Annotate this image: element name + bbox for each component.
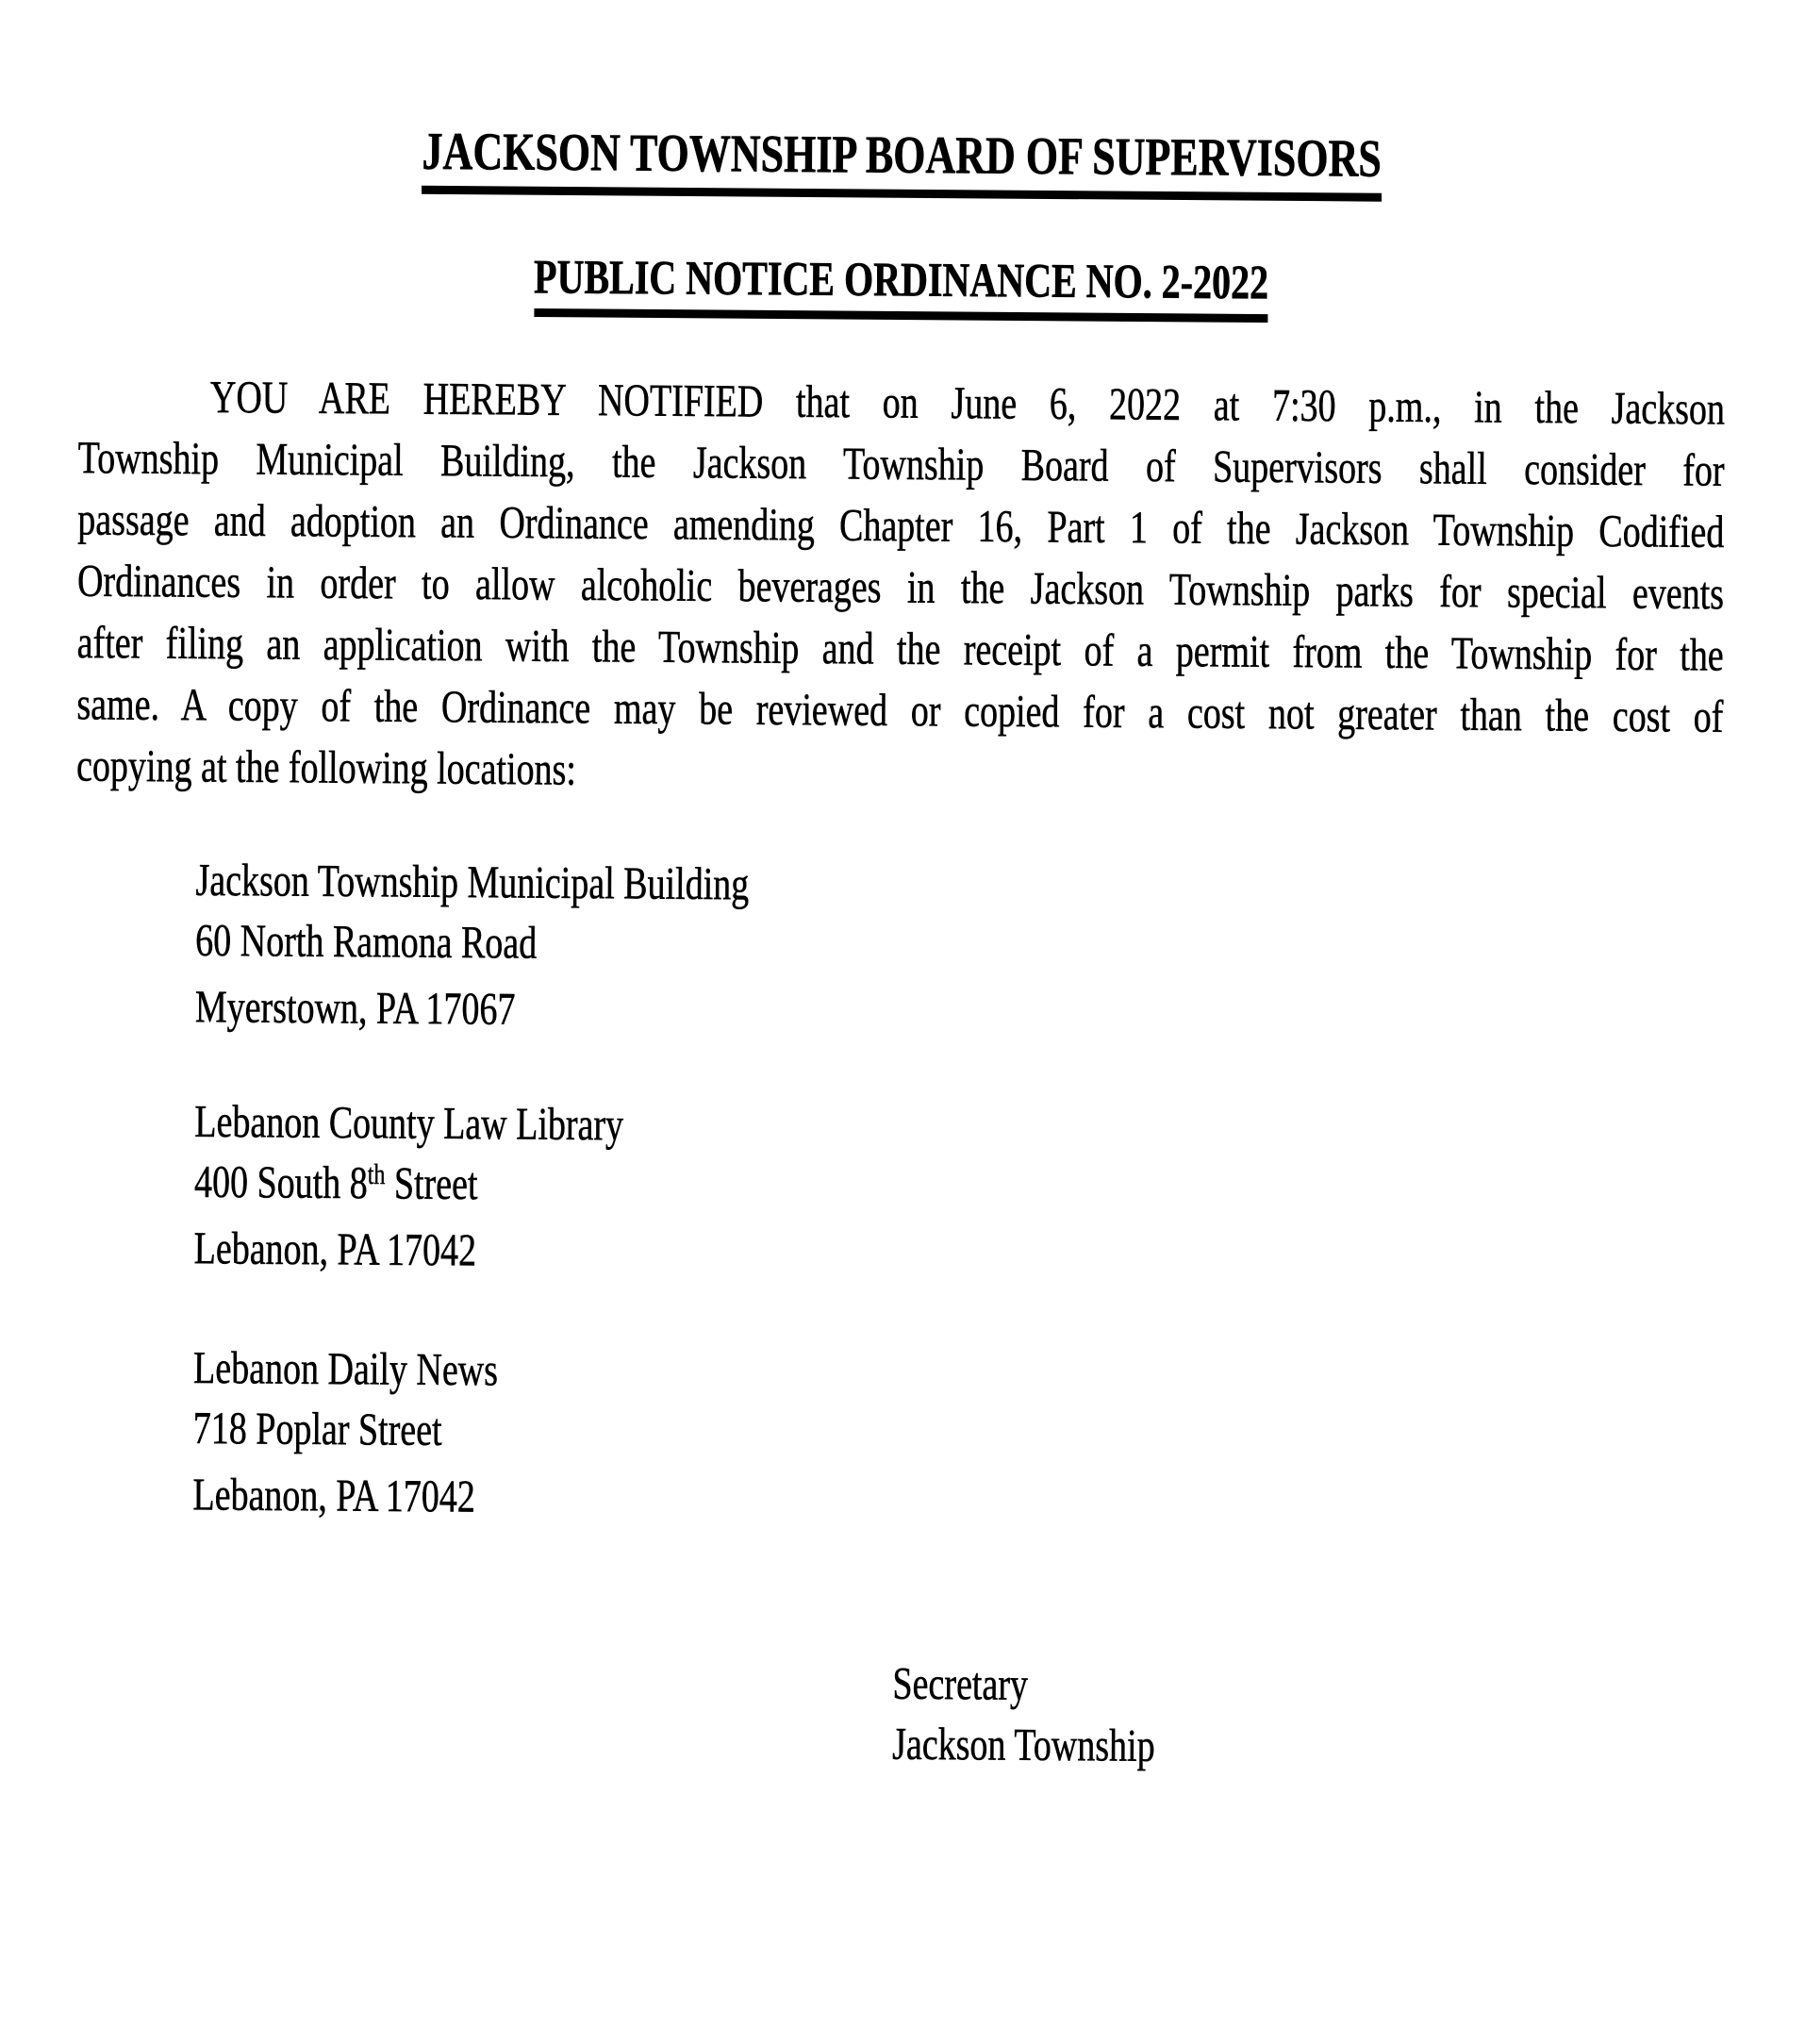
location-name: Lebanon Daily News (193, 1338, 498, 1402)
location-name: Lebanon County Law Library (194, 1091, 623, 1155)
location-name: Jackson Township Municipal Building (195, 850, 749, 915)
notice-body-line: copying at the following locations: (76, 736, 1723, 810)
notice-body-line: after filing an application with the Township and the receipt of a permit from the Township for the (77, 613, 1724, 688)
notice-body-paragraph (76, 366, 1725, 810)
notice-body-line: passage and adoption an Ordinance amending Chapter 16, Part 1 of the Jackson Township Codified (77, 490, 1724, 564)
notice-body-line: same. A copy of the Ordinance may be reviewed or copied for a cost not greater than the cost of (76, 674, 1723, 749)
location-city: Lebanon, PA 17042 (192, 1465, 497, 1528)
location-street: 718 Poplar Street (193, 1399, 498, 1468)
location-block-municipal-building (195, 850, 750, 1041)
notice-body-line: YOU ARE HEREBY NOTIFIED that on June 6, 2022 at 7:30 p.m., in the Jackson (78, 366, 1725, 440)
ordinal-superscript: th (368, 1159, 386, 1190)
document-title (0, 117, 1804, 205)
location-block-daily-news (192, 1338, 498, 1528)
signature-role: Secretary (892, 1653, 1155, 1716)
location-city: Myerstown, PA 17067 (195, 977, 749, 1042)
signature-block (892, 1653, 1155, 1776)
document-title-text: JACKSON TOWNSHIP BOARD OF SUPERVISORS (422, 121, 1382, 202)
location-block-law-library (194, 1091, 624, 1282)
document-subtitle (0, 244, 1804, 327)
notice-body-line: Ordinances in order to allow alcoholic beverages in the Jackson Township parks for special events (77, 551, 1724, 625)
document-subtitle-text: PUBLIC NOTICE ORDINANCE NO. 2-2022 (534, 248, 1268, 323)
notice-body-line: Township Municipal Building, the Jackson Township Board of Supervisors shall consider for (78, 428, 1725, 503)
location-street: 60 North Ramona Road (195, 910, 749, 981)
signature-org: Jackson Township (892, 1714, 1155, 1776)
location-street: 400 South 8th Street (194, 1152, 623, 1221)
location-city: Lebanon, PA 17042 (194, 1219, 623, 1283)
